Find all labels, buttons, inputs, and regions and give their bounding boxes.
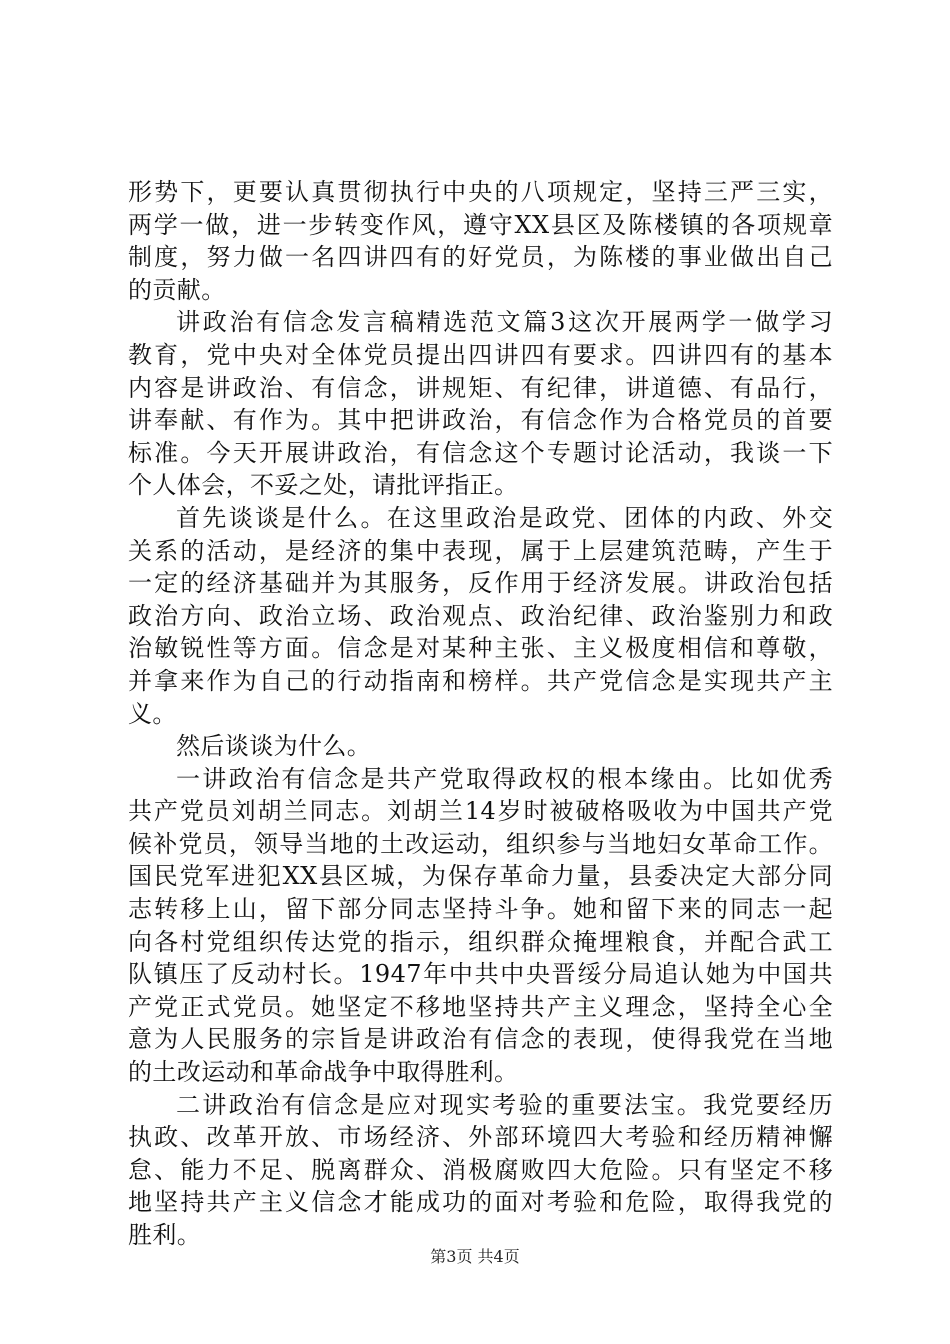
text-line: 讲奉献、有作为。其中把讲政治，有信念作为合格党员的首要 xyxy=(128,406,833,435)
text-line: 队镇压了反动村长。1947年中共中央晋绥分局追认她为中国共 xyxy=(128,960,833,989)
text-line: 治敏锐性等方面。信念是对某种主张、主义极度相信和尊敬， xyxy=(128,634,833,663)
text-line: 关系的活动，是经济的集中表现，属于上层建筑范畴，产生于 xyxy=(128,536,833,565)
text-line: 执政、改革开放、市场经济、外部环境四大考验和经历精神懈 xyxy=(128,1123,833,1152)
text-line: 的土改运动和革命战争中取得胜利。 xyxy=(128,1058,519,1087)
paragraph-first-line: 首先谈谈是什么。在这里政治是政党、团体的内政、外交 xyxy=(176,503,833,532)
text-line: 个人体会，不妥之处，请批评指正。 xyxy=(128,471,519,500)
text-line: 教育，党中央对全体党员提出四讲四有要求。四讲四有的基本 xyxy=(128,340,833,369)
paragraph-first-line: 二讲政治有信念是应对现实考验的重要法宝。我党要经历 xyxy=(176,1090,833,1119)
text-line: 胜利。 xyxy=(128,1221,202,1249)
paragraph-first-line: 一讲政治有信念是共产党取得政权的根本缘由。比如优秀 xyxy=(176,764,833,793)
text-line: 标准。今天开展讲政治，有信念这个专题讨论活动，我谈一下 xyxy=(128,438,833,467)
text-line: 的贡献。 xyxy=(128,275,226,304)
text-line: 向各村党组织传达党的指示，组织群众掩埋粮食，并配合武工 xyxy=(128,927,833,956)
text-line: 候补党员，领导当地的土改运动，组织参与当地妇女革命工作。 xyxy=(128,829,833,858)
text-line: 形势下，更要认真贯彻执行中央的八项规定，坚持三严三实， xyxy=(128,178,833,206)
text-line: 意为人民服务的宗旨是讲政治有信念的表现，使得我党在当地 xyxy=(128,1025,833,1054)
text-line: 两学一做，进一步转变作风，遵守XX县区及陈楼镇的各项规章 xyxy=(128,210,833,239)
text-line: 地坚持共产主义信念才能成功的面对考验和危险，取得我党的 xyxy=(128,1188,833,1217)
text-line: 并拿来作为自己的行动指南和榜样。共产党信念是实现共产主 xyxy=(128,666,833,695)
text-line: 一定的经济基础并为其服务，反作用于经济发展。讲政治包括 xyxy=(128,569,833,598)
text-line: 政治方向、政治立场、政治观点、政治纪律、政治鉴别力和政 xyxy=(128,601,833,630)
page-number-footer: 第3页 共4页 xyxy=(430,1247,520,1266)
paragraph-first-line: 然后谈谈为什么。 xyxy=(176,732,372,761)
paragraph-first-line: 讲政治有信念发言稿精选范文篇3这次开展两学一做学习 xyxy=(176,308,833,337)
text-line: 产党正式党员。她坚定不移地坚持共产主义理念，坚持全心全 xyxy=(128,992,833,1021)
text-line: 国民党军进犯XX县区城，为保存革命力量，县委决定大部分同 xyxy=(128,862,833,891)
text-line: 怠、能力不足、脱离群众、消极腐败四大危险。只有坚定不移 xyxy=(128,1155,833,1184)
body-text xyxy=(128,176,833,1252)
text-line: 制度，努力做一名四讲四有的好党员，为陈楼的事业做出自己 xyxy=(128,243,833,272)
text-line: 义。 xyxy=(128,699,177,728)
text-line: 志转移上山，留下部分同志坚持斗争。她和留下来的同志一起 xyxy=(128,895,833,924)
text-line: 共产党员刘胡兰同志。刘胡兰14岁时被破格吸收为中国共产党 xyxy=(128,797,833,826)
text-line: 内容是讲政治、有信念，讲规矩、有纪律，讲道德、有品行， xyxy=(128,373,833,402)
